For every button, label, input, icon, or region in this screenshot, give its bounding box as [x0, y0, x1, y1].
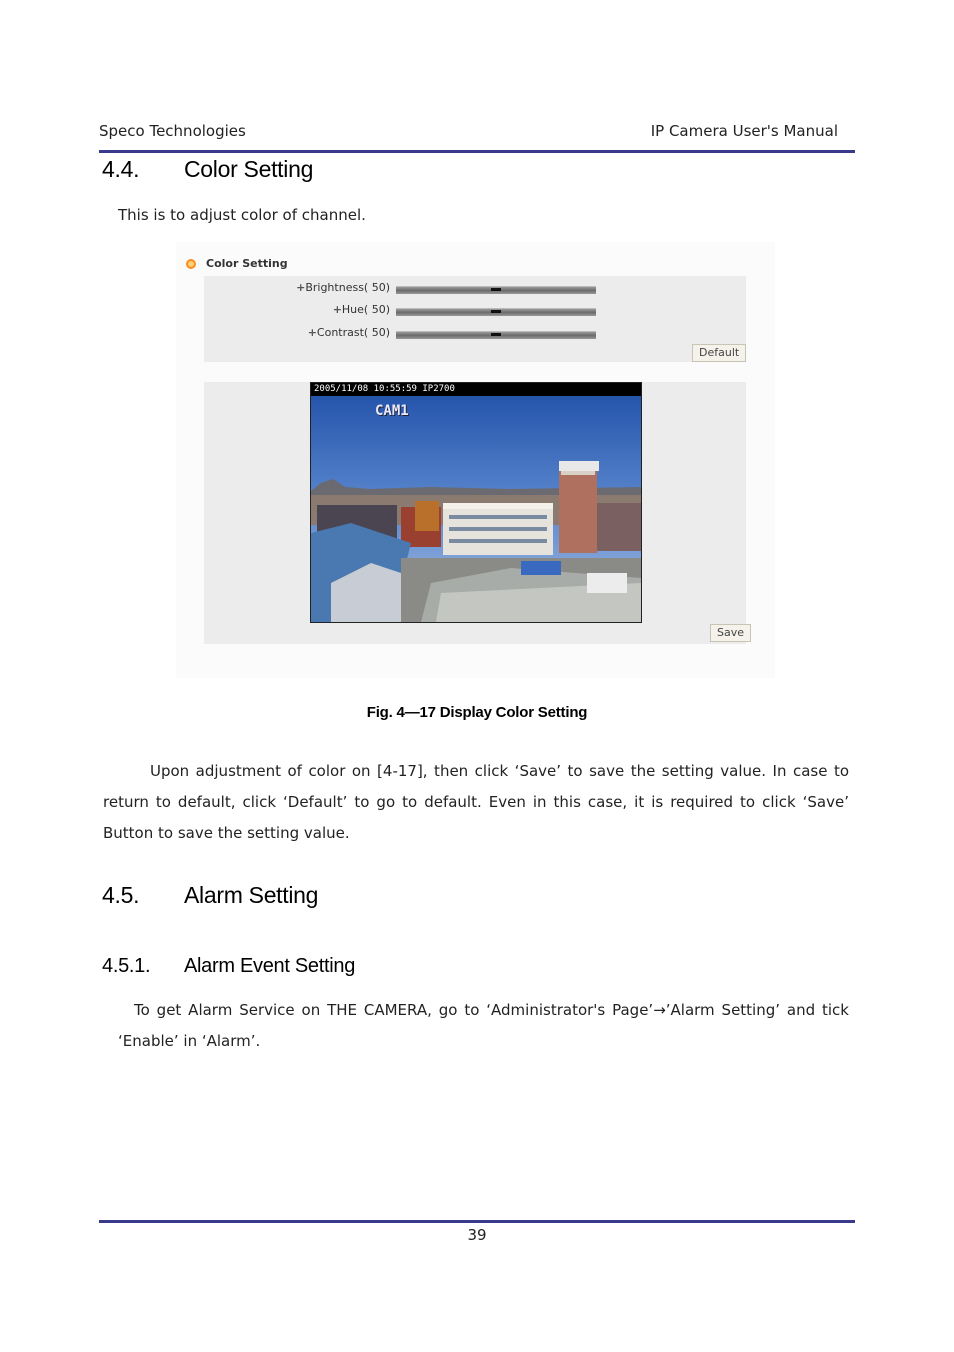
- paragraph-line-1: Upon adjustment of color on [4-17], then click ‘Save’ to save the setting value. In case to: [150, 762, 849, 780]
- slider-thumb[interactable]: [491, 310, 501, 313]
- default-button[interactable]: Default: [692, 344, 746, 362]
- camera-channel-label: CAM1: [375, 403, 409, 419]
- brightness-slider[interactable]: [396, 286, 596, 294]
- header-company: Speco Technologies: [99, 122, 246, 140]
- subsection-title: Alarm Event Setting: [184, 955, 356, 977]
- section-heading-alarm-setting: [102, 882, 318, 909]
- page-number: 39: [467, 1226, 487, 1244]
- contrast-label: Contrast( 50): [316, 326, 390, 339]
- plus-icon: +: [332, 303, 342, 316]
- section-title: Color Setting: [184, 156, 314, 182]
- section-number: 4.5.: [102, 882, 140, 908]
- subsection-number: 4.5.1.: [102, 955, 151, 977]
- figure-caption: Fig. 4—17 Display Color Setting: [366, 704, 588, 721]
- contrast-slider[interactable]: [396, 331, 596, 339]
- camera-image: [311, 383, 641, 622]
- slider-thumb[interactable]: [491, 333, 501, 336]
- section-heading-color-setting: [102, 156, 313, 183]
- plus-icon: +: [307, 326, 317, 339]
- paragraph-line-2: return to default, click ‘Default’ to go to default. Even in this case, it is required to click ‘Save’: [103, 793, 849, 811]
- bullet-icon: [186, 259, 196, 269]
- section-title: Alarm Setting: [184, 882, 319, 908]
- hue-label: Hue( 50): [341, 303, 390, 316]
- color-setting-screenshot: [176, 242, 775, 678]
- alarm-paragraph-line-2: ‘Enable’ in ‘Alarm’.: [118, 1032, 261, 1050]
- section-intro: This is to adjust color of channel.: [118, 206, 366, 224]
- save-button[interactable]: Save: [710, 624, 751, 642]
- preview-panel: [204, 382, 746, 644]
- brightness-label: Brightness( 50): [305, 281, 390, 294]
- hue-slider-row: [204, 301, 746, 319]
- footer-rule: [99, 1220, 855, 1223]
- camera-preview: [310, 382, 642, 623]
- camera-timestamp-bar: 2005/11/08 10:55:59 IP2700: [311, 383, 642, 396]
- subsection-heading-alarm-event: [102, 955, 355, 978]
- alarm-paragraph-line-1: To get Alarm Service on THE CAMERA, go to ‘Administrator's Page’→’Alarm Setting’ and tick: [134, 1001, 849, 1019]
- slider-thumb[interactable]: [491, 288, 501, 291]
- slider-panel: [204, 276, 746, 362]
- hue-slider[interactable]: [396, 308, 596, 316]
- header-manual-title: IP Camera User's Manual: [650, 122, 838, 140]
- paragraph-line-3: Button to save the setting value.: [103, 824, 350, 842]
- contrast-slider-row: [204, 324, 746, 342]
- section-number: 4.4.: [102, 156, 140, 182]
- brightness-slider-row: [204, 279, 746, 297]
- panel-title: Color Setting: [206, 257, 288, 270]
- header-rule: [99, 150, 855, 153]
- plus-icon: +: [296, 281, 306, 294]
